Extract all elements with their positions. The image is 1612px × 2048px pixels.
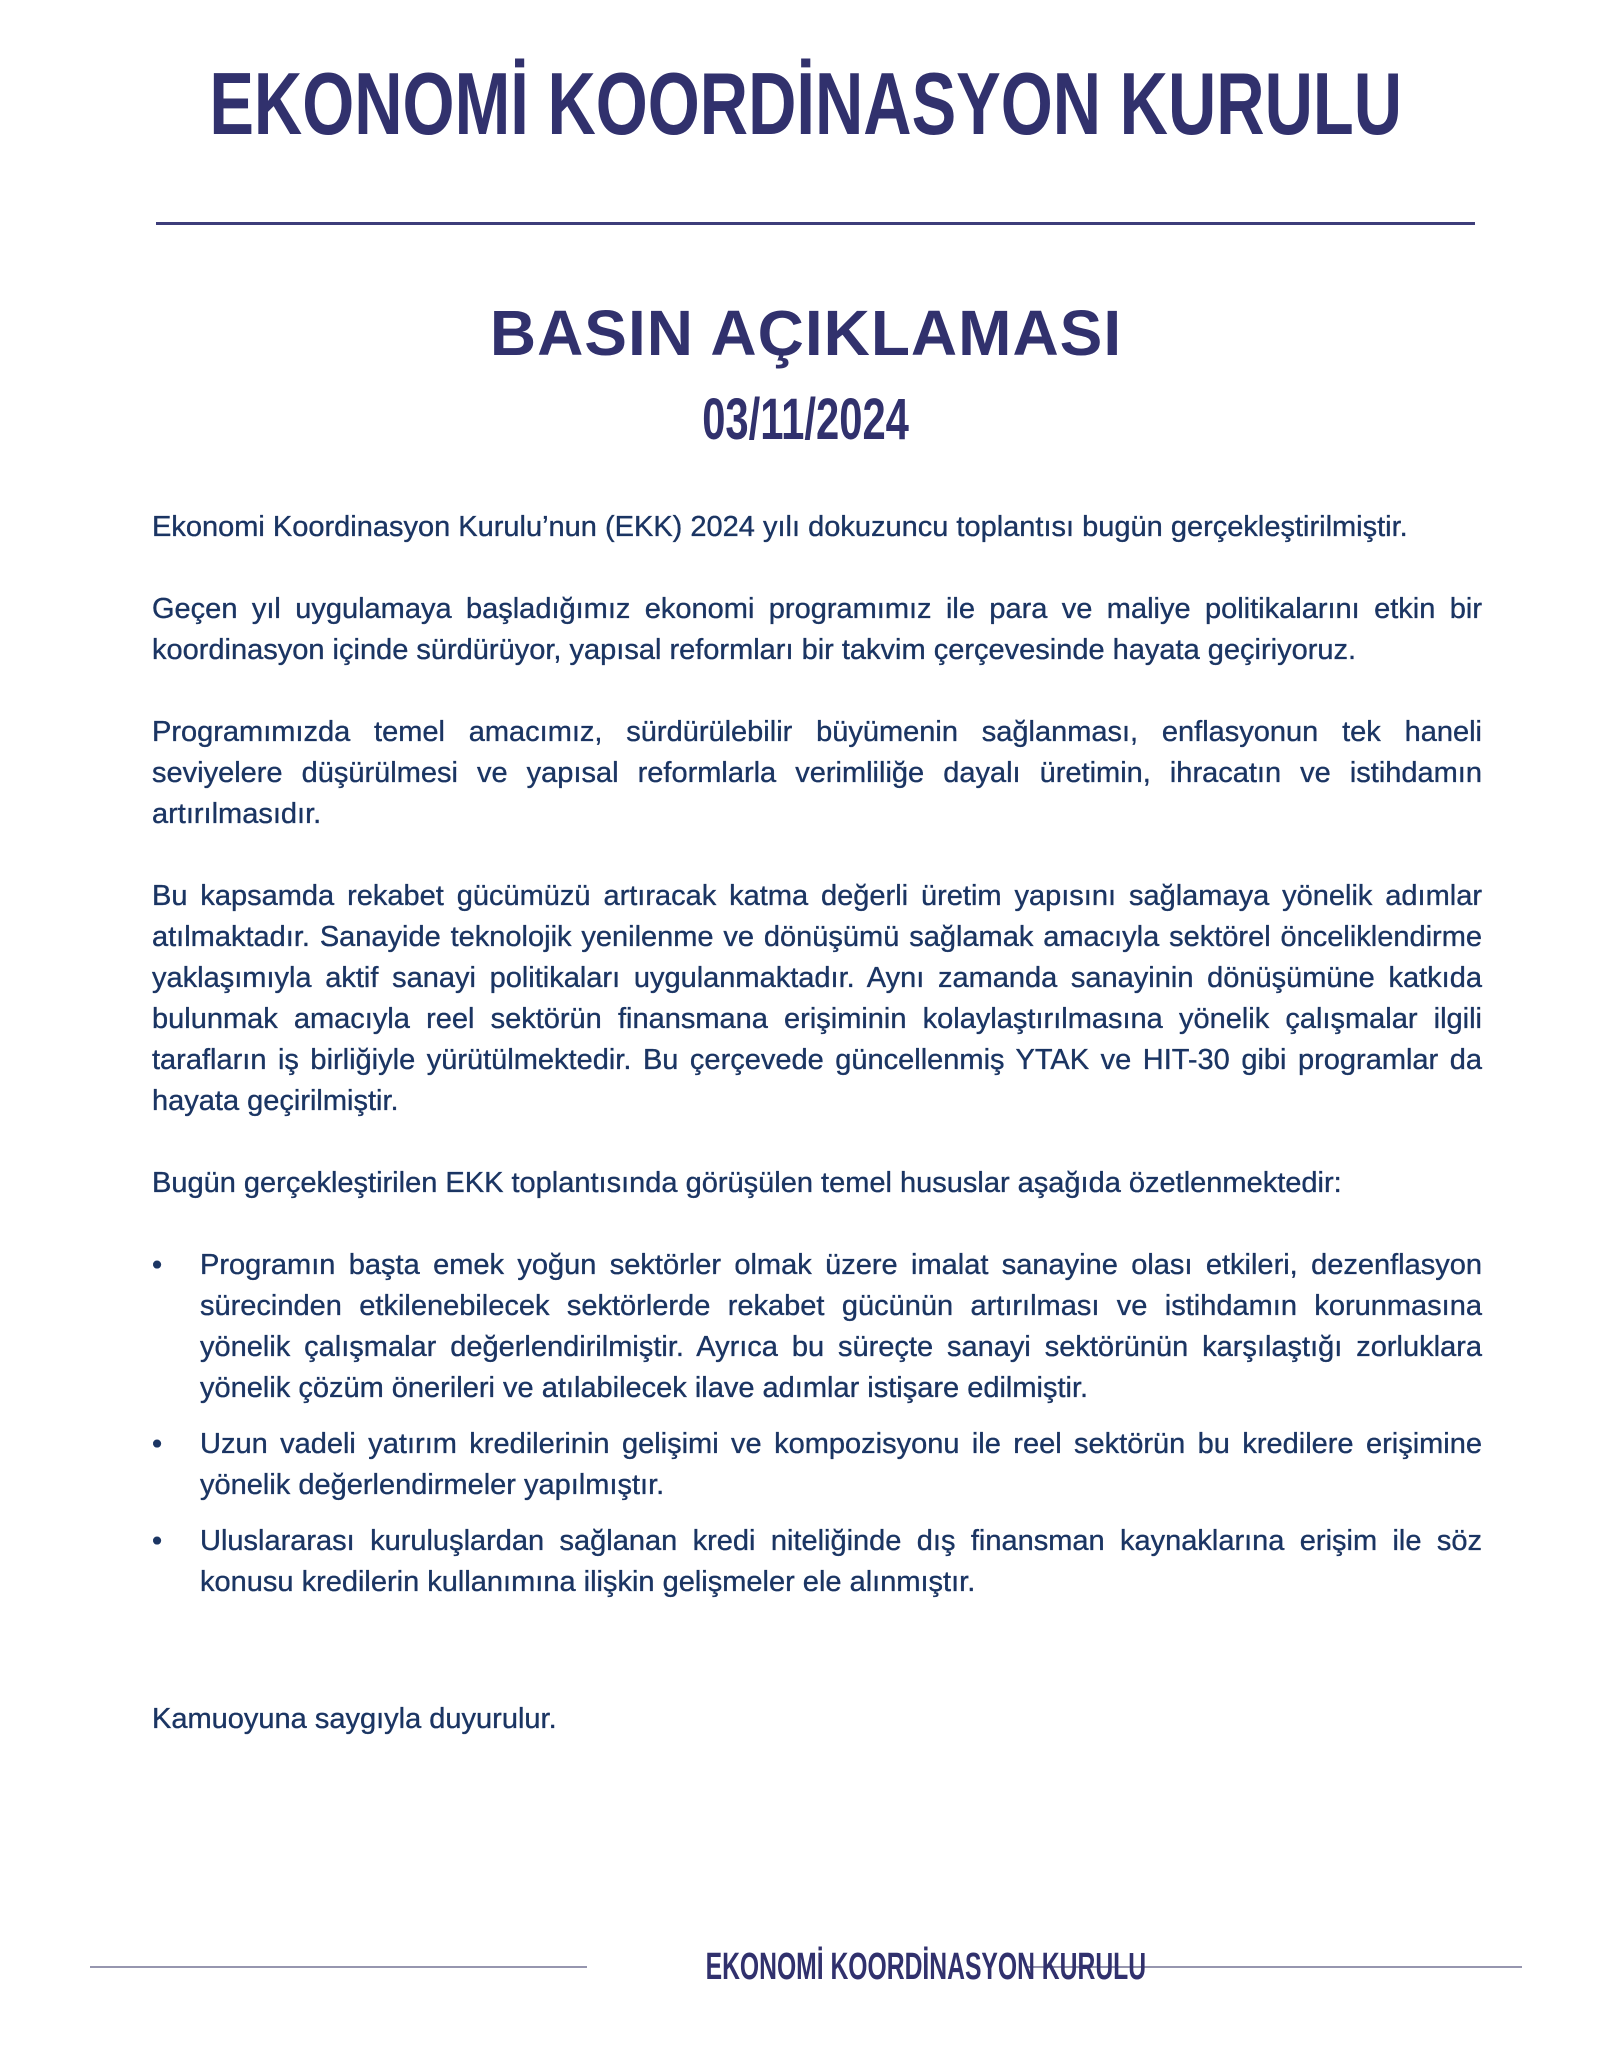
- footer-org-title: EKONOMİ KOORDİNASYON KURULU: [705, 1946, 1147, 1988]
- bullet-item-2: [152, 1424, 1482, 1506]
- date-block: [0, 387, 1612, 452]
- footer-title-block: [587, 1946, 1147, 1988]
- press-title-block: [0, 297, 1612, 369]
- closing-text: Kamuoyuna saygıyla duyurulur.: [152, 1703, 557, 1735]
- bullet-icon: •: [152, 1249, 163, 1281]
- document-header: [0, 0, 1612, 153]
- org-title: EKONOMİ KOORDİNASYON KURULU: [209, 54, 1403, 153]
- page-footer: [90, 1948, 1522, 1986]
- bullet-item-1: [152, 1245, 1482, 1409]
- bullet-text-1: Programın başta emek yoğun sektörler olmak üzere imalat sanayine olası etkileri, dezenflasyon sürecinden etkilenebilecek sektörlerde rekabet gücünün artırılması ve istihdamın korunmasına yönelik çalışmalar değerlendirilmiştir. Ayrıca bu süreçte sanayi sektörünün karşılaştığı zorluklara yönelik çözüm önerileri ve atılabilecek ilave adımlar istişare edilmiştir.: [200, 1249, 1482, 1404]
- bullet-text-3: Uluslararası kuruluşlardan sağlanan kredi niteliğinde dış finansman kaynaklarına erişim ile söz konusu kredilerin kullanımına ilişkin gelişmeler ele alınmıştır.: [200, 1525, 1482, 1598]
- paragraph-agenda-lead: Bugün gerçekleştirilen EKK toplantısında görüşülen temel hususlar aşağıda özetlenmektedir:: [152, 1167, 1342, 1199]
- paragraph-program: Geçen yıl uygulamaya başladığımız ekonomi programımız ile para ve maliye politikalarını etkin bir koordinasyon içinde sürdürüyor, yapısal reformları bir takvim çerçevesinde hayata geçiriyoruz.: [152, 593, 1482, 666]
- press-date: 03/11/2024: [702, 387, 910, 452]
- paragraph-industry: Bu kapsamda rekabet gücümüzü artıracak katma değerli üretim yapısını sağlamaya yönelik adımlar atılmaktadır. Sanayide teknolojik yenilenme ve dönüşümü sağlamak amacıyla sektörel önceliklendirme yaklaşımıyla aktif sanayi politikaları uygulanmaktadır. Aynı zamanda sanayinin dönüşümüne katkıda bulunmak amacıyla reel sektörün finansmana erişiminin kolaylaştırılmasına yönelik çalışmalar ilgili tarafların iş birliğiyle yürütülmektedir. Bu çerçevede güncellenmiş YTAK ve HIT-30 gibi programlar da hayata geçirilmiştir.: [152, 880, 1482, 1117]
- header-divider: [156, 222, 1475, 225]
- footer-rule-left: [90, 1966, 587, 1968]
- bullet-text-2: Uzun vadeli yatırım kredilerinin gelişimi ve kompozisyonu ile reel sektörün bu kredilere erişimine yönelik değerlendirmeler yapılmıştır.: [200, 1428, 1482, 1501]
- paragraph-goals: Programımızda temel amacımız, sürdürülebilir büyümenin sağlanması, enflasyonun tek haneli seviyelere düşürülmesi ve yapısal reformlarla verimliliğe dayalı üretimin, ihracatın ve istihdamın artırılmasıdır.: [152, 716, 1482, 830]
- paragraph-intro: Ekonomi Koordinasyon Kurulu’nun (EKK) 2024 yılı dokuzuncu toplantısı bugün gerçekleştirilmiştir.: [152, 511, 1408, 543]
- press-title: BASIN AÇIKLAMASI: [489, 297, 1123, 369]
- bullet-icon: •: [152, 1428, 163, 1460]
- content-body: [152, 507, 1482, 1740]
- bullet-item-3: [152, 1521, 1482, 1603]
- bullet-icon: •: [152, 1525, 163, 1557]
- bullet-list: [152, 1245, 1482, 1603]
